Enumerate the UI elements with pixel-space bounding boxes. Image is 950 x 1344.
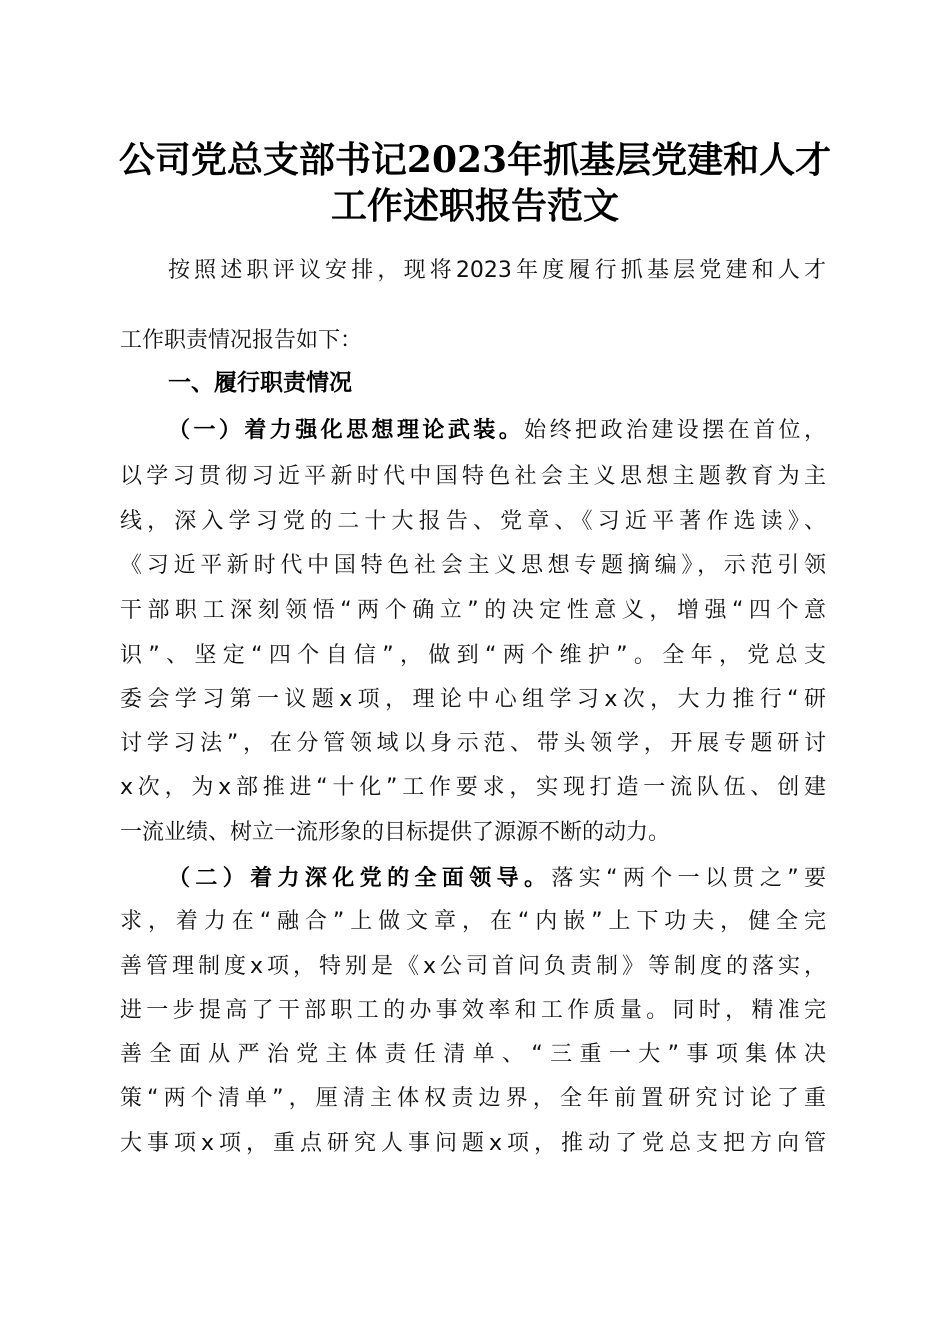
part1-line: 以学习贯彻习近平新时代中国特色社会主义思想主题教育为主 (120, 464, 826, 489)
part1-line: 一流业绩、树立一流形象的目标提供了源源不断的动力。 (120, 820, 671, 845)
part1-first-line (168, 416, 826, 446)
part2-first-line (168, 864, 826, 894)
part1-line-0: 始终把政治建设摆在首位， (524, 418, 826, 443)
part1-line: 委会学习第一议题x项，理论中心组学习x次，大力推行“研 (120, 687, 826, 712)
part1-line: 干部职工深刻领悟“两个确立”的决定性意义，增强“四个意 (120, 598, 826, 623)
part1-lead: （一）着力强化思想理论武装。 (168, 418, 525, 443)
intro-line-2: 工作职责情况报告如下： (120, 328, 363, 353)
document-title-line-1: 公司党总支部书记2023年抓基层党建和人才 (118, 139, 832, 181)
part1-line: x次，为x部推进“十化”工作要求，实现打造一流队伍、创建 (120, 775, 826, 800)
part2-line: 进一步提高了干部职工的办事效率和工作质量。同时，精准完 (120, 998, 826, 1023)
part1-line: 识”、坚定“四个自信”，做到“两个维护”。全年，党总支 (120, 643, 826, 668)
part2-line: 善管理制度x项，特别是《x公司首问负责制》等制度的落实， (120, 954, 826, 979)
part2-line: 善全面从严治党主体责任清单、“三重一大”事项集体决 (120, 1042, 826, 1067)
part2-lead: （二）着力深化党的全面领导。 (168, 866, 552, 891)
document-title-line-2: 工作述职报告范文 (330, 185, 619, 227)
part1-line: 讨学习法”，在分管领域以身示范、带头领学，开展专题研讨 (120, 731, 826, 756)
part2-line: 策“两个清单”，厘清主体权责边界，全年前置研究讨论了重 (120, 1086, 826, 1111)
part1-line: 《习近平新时代中国特色社会主义思想专题摘编》，示范引领 (120, 553, 826, 578)
part2-line-0: 落实“两个一以贯之”要 (551, 866, 826, 891)
part2-line: 求，着力在“融合”上做文章，在“内嵌”上下功夫，健全完 (120, 909, 826, 934)
part1-line: 线，深入学习党的二十大报告、党章、《习近平著作选读》、 (120, 509, 826, 534)
intro-line-1: 按照述职评议安排，现将2023年度履行抓基层党建和人才 (168, 258, 826, 283)
part2-line: 大事项x项，重点研究人事问题x项，推动了党总支把方向管 (120, 1131, 826, 1156)
section-heading-1: 一、履行职责情况 (168, 370, 352, 396)
